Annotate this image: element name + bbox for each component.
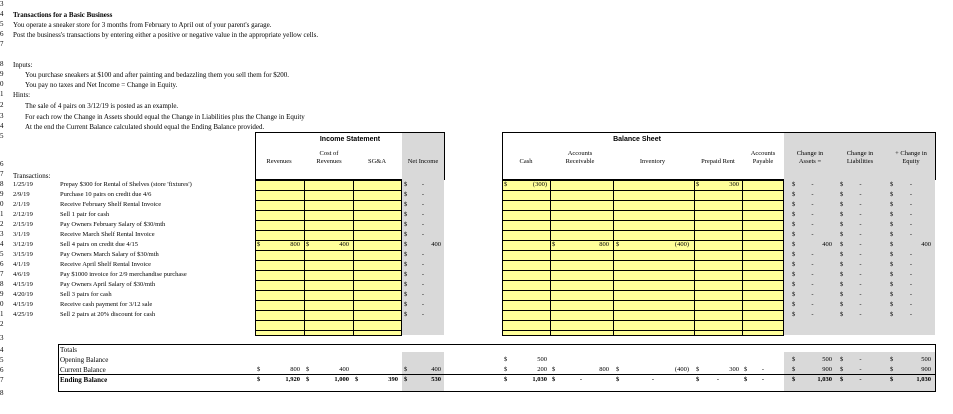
transaction-description: Pay $1000 invoice for 2/9 merchandise purchase — [60, 271, 187, 278]
cell-value-ni: - — [421, 281, 425, 288]
cell-value-cl: - — [859, 311, 862, 318]
row-number: 9 — [0, 190, 4, 198]
row-number: 1 — [0, 310, 4, 318]
ending-ni: 530 — [431, 376, 441, 383]
cell-value-ar: 800 — [599, 241, 609, 248]
cell-value-ce: - — [909, 221, 913, 228]
cell-value-cl: - — [859, 281, 862, 288]
dollar-sign: $ — [890, 241, 894, 248]
dollar-sign: $ — [840, 261, 844, 268]
dollar-sign: $ — [404, 376, 408, 383]
dollar-sign: $ — [792, 376, 796, 383]
col-change-liab-line2: Liabilities — [846, 158, 874, 165]
cell-value-inv: (400) — [674, 241, 689, 248]
row-number: 8 — [0, 280, 4, 288]
cell-value-ce: 400 — [921, 241, 931, 248]
row-number: 7 — [0, 40, 4, 48]
row-number: 8 — [0, 180, 4, 188]
ending-prepaid: - — [716, 376, 720, 383]
cell-value-ce: - — [909, 281, 913, 288]
cell-value-ca: - — [811, 261, 814, 268]
transaction-date: 3/15/19 — [13, 251, 33, 258]
ending-ap: - — [761, 376, 765, 383]
grid-col-line — [694, 180, 695, 336]
dollar-sign: $ — [792, 261, 796, 268]
dollar-sign: $ — [890, 211, 894, 218]
dollar-sign: $ — [840, 366, 844, 373]
col-change-assets-line1: Change in — [796, 150, 824, 157]
transaction-description: Sell 1 pair for cash — [60, 211, 110, 218]
transaction-description: Receive March Shelf Rental Invoice — [60, 231, 155, 238]
totals-label: Totals — [60, 346, 78, 354]
row-number: 8 — [0, 60, 4, 68]
col-sga: SG&A — [367, 158, 387, 165]
sheet-title: Transactions for a Basic Business — [13, 11, 113, 19]
dollar-sign: $ — [504, 376, 508, 383]
dollar-sign: $ — [890, 201, 894, 208]
transaction-date: 4/6/19 — [13, 271, 30, 278]
transaction-description: Pay Owners April Salary of $30/mth — [60, 281, 156, 288]
row-number: 6 — [0, 160, 4, 168]
col-inventory: Inventory — [639, 158, 666, 165]
row-number: 0 — [0, 300, 4, 308]
dollar-sign: $ — [306, 366, 310, 373]
cell-value-ni: - — [421, 201, 425, 208]
dollar-sign: $ — [792, 251, 796, 258]
dollar-sign: $ — [744, 376, 748, 383]
dollar-sign: $ — [840, 281, 844, 288]
dollar-sign: $ — [890, 231, 894, 238]
dollar-sign: $ — [616, 366, 620, 373]
dollar-sign: $ — [792, 221, 796, 228]
intro-line-2: Post the business's transactions by entering either a positive or negative value in the appropriate yellow cells. — [13, 31, 319, 39]
dollar-sign: $ — [890, 281, 894, 288]
row-number: 6 — [0, 260, 4, 268]
cell-value-cl: - — [859, 231, 862, 238]
dollar-sign: $ — [792, 271, 796, 278]
cell-value-ni: - — [421, 291, 425, 298]
row-number: 1 — [0, 210, 4, 218]
cell-value-ce: - — [909, 231, 913, 238]
dollar-sign: $ — [792, 291, 796, 298]
dollar-sign: $ — [890, 311, 894, 318]
cell-value-ca: - — [811, 201, 814, 208]
grid-col-line — [742, 180, 743, 336]
dollar-sign: $ — [840, 301, 844, 308]
col-change-equity-line1: + Change in — [895, 150, 927, 157]
grid-row-line — [255, 230, 402, 231]
dollar-sign: $ — [552, 376, 556, 383]
dollar-sign: $ — [792, 231, 796, 238]
dollar-sign: $ — [696, 366, 700, 373]
cell-value-ni: - — [421, 261, 425, 268]
grid-col-line — [550, 180, 551, 336]
cell-value-ca: - — [811, 271, 814, 278]
col-change-liab-line1: Change in — [846, 150, 874, 157]
cell-value-cl: - — [859, 251, 862, 258]
row-number: 4 — [0, 240, 4, 248]
col-net-income: Net Income — [407, 158, 439, 165]
transaction-date: 4/15/19 — [13, 281, 33, 288]
dollar-sign: $ — [504, 181, 508, 188]
cell-value-ca: - — [811, 181, 814, 188]
ending-ca: 1,030 — [817, 376, 832, 383]
opening-balance-label: Opening Balance — [60, 356, 109, 364]
cell-value-cl: - — [859, 191, 862, 198]
dollar-sign: $ — [792, 241, 796, 248]
dollar-sign: $ — [404, 251, 408, 258]
hint-line-3: At the end the Current Balance calculated should equal the Ending Balance provided. — [25, 123, 265, 131]
grid-row-line — [255, 190, 402, 191]
cell-value-ca: - — [811, 301, 814, 308]
cell-value-ca: - — [811, 281, 814, 288]
ending-balance-label: Ending Balance — [60, 376, 108, 384]
dollar-sign: $ — [840, 201, 844, 208]
grid-row-line — [255, 290, 402, 291]
dollar-sign: $ — [404, 231, 408, 238]
transaction-date: 4/1/19 — [13, 261, 30, 268]
row-number: 2 — [0, 220, 4, 228]
row-number: 4 — [0, 346, 4, 354]
dollar-sign: $ — [890, 261, 894, 268]
dollar-sign: $ — [890, 301, 894, 308]
cell-value-cogs: 400 — [339, 241, 349, 248]
current-cogs: 400 — [339, 366, 349, 373]
dollar-sign: $ — [306, 376, 310, 383]
cell-value-ni: - — [421, 271, 425, 278]
dollar-sign: $ — [257, 241, 261, 248]
row-number: 9 — [0, 70, 4, 78]
dollar-sign: $ — [792, 181, 796, 188]
dollar-sign: $ — [890, 191, 894, 198]
current-ca: 900 — [822, 366, 832, 373]
cell-value-ce: - — [909, 271, 913, 278]
cell-value-cl: - — [859, 261, 862, 268]
dollar-sign: $ — [792, 366, 796, 373]
cell-value-rev: 800 — [290, 241, 300, 248]
dollar-sign: $ — [404, 201, 408, 208]
dollar-sign: $ — [840, 211, 844, 218]
dollar-sign: $ — [840, 356, 844, 363]
dollar-sign: $ — [840, 311, 844, 318]
grid-row-line — [255, 270, 402, 271]
cell-value-ni: - — [421, 181, 425, 188]
cell-value-ce: - — [909, 211, 913, 218]
dollar-sign: $ — [890, 376, 894, 383]
cell-value-cl: - — [859, 241, 862, 248]
dollar-sign: $ — [616, 241, 620, 248]
row-number: 3 — [0, 334, 4, 342]
dollar-sign: $ — [890, 291, 894, 298]
row-number: 3 — [0, 0, 4, 8]
cell-value-ca: - — [811, 291, 814, 298]
dollar-sign: $ — [792, 281, 796, 288]
row-number: 5 — [0, 20, 4, 28]
dollar-sign: $ — [504, 366, 508, 373]
row-number: 7 — [0, 376, 4, 384]
dollar-sign: $ — [840, 376, 844, 383]
row-number: 9 — [0, 290, 4, 298]
row-number: 8 — [0, 389, 4, 397]
row-number: 2 — [0, 101, 4, 109]
cell-value-ca: - — [811, 211, 814, 218]
row-number: 4 — [0, 10, 4, 18]
transaction-date: 2/9/19 — [13, 191, 30, 198]
row-number: 7 — [0, 170, 4, 178]
row-number: 3 — [0, 112, 4, 120]
col-change-equity-line2: Equity — [902, 158, 920, 165]
cell-value-cl: - — [859, 201, 862, 208]
opening-cl: - — [859, 356, 862, 363]
cell-value-ce: - — [909, 261, 913, 268]
input-line-2: You pay no taxes and Net Income = Change in Equity. — [25, 81, 178, 89]
dollar-sign: $ — [840, 241, 844, 248]
dollar-sign: $ — [257, 376, 261, 383]
dollar-sign: $ — [306, 241, 310, 248]
grid-row-line — [255, 210, 402, 211]
dollar-sign: $ — [404, 181, 408, 188]
dollar-sign: $ — [890, 251, 894, 258]
income-statement-input-grid[interactable] — [255, 180, 402, 336]
grid-row-line — [255, 220, 402, 221]
dollar-sign: $ — [792, 311, 796, 318]
col-ap-line2: Payable — [752, 158, 774, 165]
dollar-sign: $ — [792, 201, 796, 208]
row-number: 6 — [0, 366, 4, 374]
cell-value-ce: - — [909, 301, 913, 308]
col-cogs-line2: Revenues — [316, 158, 342, 165]
dollar-sign: $ — [890, 271, 894, 278]
cell-value-ni: - — [421, 221, 425, 228]
cell-value-cl: - — [859, 211, 862, 218]
grid-row-line — [255, 330, 402, 331]
ending-sga: 390 — [388, 376, 398, 383]
cell-value-ni: - — [421, 251, 425, 258]
ending-cogs: 1,000 — [334, 376, 349, 383]
dollar-sign: $ — [840, 251, 844, 258]
ending-cash: 1,030 — [532, 376, 547, 383]
opening-ce: 500 — [921, 356, 931, 363]
row-number: 2 — [0, 320, 4, 328]
col-ar-line2: Receivable — [565, 158, 595, 165]
ending-cl: - — [859, 376, 862, 383]
dollar-sign: $ — [840, 271, 844, 278]
inputs-label: Inputs: — [13, 61, 33, 69]
opening-cash: 500 — [537, 356, 547, 363]
transaction-description: Purchase 10 pairs on credit due 4/6 — [60, 191, 152, 198]
dollar-sign: $ — [404, 301, 408, 308]
cell-value-cl: - — [859, 181, 862, 188]
transaction-date: 4/25/19 — [13, 311, 33, 318]
ending-ce: 1,030 — [916, 376, 931, 383]
dollar-sign: $ — [840, 231, 844, 238]
row-number: 4 — [0, 122, 4, 130]
transaction-description: Pay Owners March Salary of $30/mth — [60, 251, 159, 258]
row-number: 6 — [0, 30, 4, 38]
dollar-sign: $ — [890, 366, 894, 373]
dollar-sign: $ — [890, 221, 894, 228]
current-balance-label: Current Balance — [60, 366, 106, 374]
intro-line-1: You operate a sneaker store for 3 months from February to April out of your parent's garage. — [13, 21, 272, 29]
cell-value-cl: - — [859, 291, 862, 298]
transaction-date: 4/20/19 — [13, 291, 33, 298]
cell-value-ce: - — [909, 191, 913, 198]
cell-value-ni: - — [421, 311, 425, 318]
cell-value-ca: - — [811, 251, 814, 258]
row-number: 1 — [0, 90, 4, 98]
cell-value-cl: - — [859, 221, 862, 228]
transaction-description: Prepay $300 for Rental of Shelves (store 'fixtures') — [60, 181, 192, 188]
grid-row-line — [255, 310, 402, 311]
cell-value-ni: - — [421, 231, 425, 238]
grid-row-line — [255, 300, 402, 301]
row-number: 5 — [0, 132, 4, 140]
cell-value-ce: - — [909, 251, 913, 258]
transaction-date: 2/12/19 — [13, 211, 33, 218]
dollar-sign: $ — [552, 241, 556, 248]
dollar-sign: $ — [792, 191, 796, 198]
hint-line-1: The sale of 4 pairs on 3/12/19 is posted as an example. — [25, 102, 179, 110]
cell-value-ce: - — [909, 291, 913, 298]
transaction-date: 2/1/19 — [13, 201, 30, 208]
dollar-sign: $ — [840, 191, 844, 198]
dollar-sign: $ — [404, 291, 408, 298]
current-rev: 800 — [290, 366, 300, 373]
grid-row-line — [255, 320, 402, 321]
row-number: 5 — [0, 356, 4, 364]
cell-value-ca: - — [811, 231, 814, 238]
transaction-date: 4/15/19 — [13, 301, 33, 308]
dollar-sign: $ — [696, 181, 700, 188]
current-ni: 400 — [431, 366, 441, 373]
grid-row-line — [255, 200, 402, 201]
dollar-sign: $ — [404, 271, 408, 278]
cell-value-ni: 400 — [431, 241, 441, 248]
dollar-sign: $ — [257, 366, 261, 373]
transaction-description: Receive April Shelf Rental Invoice — [60, 261, 151, 268]
dollar-sign: $ — [890, 181, 894, 188]
ending-ar: - — [579, 376, 583, 383]
dollar-sign: $ — [355, 376, 359, 383]
transaction-description: Sell 2 pairs at 20% discount for cash — [60, 311, 156, 318]
transaction-description: Sell 3 pairs for cash — [60, 291, 112, 298]
hint-line-2: For each row the Change in Assets should equal the Change in Liabilities plus the Change in Equity — [25, 113, 305, 121]
cell-value-cl: - — [859, 271, 862, 278]
cell-value-ca: - — [811, 311, 814, 318]
cell-value-ca: - — [811, 221, 814, 228]
col-cash: Cash — [519, 158, 533, 165]
grid-row-line — [255, 280, 402, 281]
balance-sheet-title: Balance Sheet — [613, 136, 661, 143]
row-number: 0 — [0, 200, 4, 208]
cell-value-ce: - — [909, 311, 913, 318]
cell-value-ni: - — [421, 301, 425, 308]
transaction-date: 3/1/19 — [13, 231, 30, 238]
opening-ca: 500 — [822, 356, 832, 363]
grid-col-line — [353, 180, 354, 336]
transaction-description: Sell 4 pairs on credit due 4/15 — [60, 241, 138, 248]
dollar-sign: $ — [404, 281, 408, 288]
dollar-sign: $ — [404, 261, 408, 268]
col-cogs-line1: Cost of — [319, 150, 339, 157]
income-statement-title: Income Statement — [319, 136, 381, 143]
transactions-label: Transactions: — [13, 172, 51, 180]
current-ap: - — [761, 366, 765, 373]
cell-value-ca: 400 — [822, 241, 832, 248]
col-ar-line1: Accounts — [567, 150, 593, 157]
transaction-description: Pay Owners February Salary of $30/mth — [60, 221, 166, 228]
dollar-sign: $ — [890, 356, 894, 363]
grid-row-line — [255, 250, 402, 251]
dollar-sign: $ — [792, 301, 796, 308]
col-change-assets-line2: Assets = — [798, 158, 822, 165]
col-revenues: Revenues — [266, 158, 292, 165]
dollar-sign: $ — [792, 356, 796, 363]
row-number: 7 — [0, 270, 4, 278]
dollar-sign: $ — [404, 211, 408, 218]
ending-rev: 1,920 — [285, 376, 300, 383]
cell-value-ce: - — [909, 181, 913, 188]
transaction-description: Receive cash payment for 3/12 sale — [60, 301, 153, 308]
dollar-sign: $ — [840, 221, 844, 228]
cell-value-prepaid: 300 — [729, 181, 739, 188]
col-prepaid-rent: Prepaid Rent — [701, 158, 735, 165]
row-number: 5 — [0, 250, 4, 258]
dollar-sign: $ — [696, 376, 700, 383]
transaction-date: 1/25/19 — [13, 181, 33, 188]
transaction-date: 2/15/19 — [13, 221, 33, 228]
row-number: 0 — [0, 80, 4, 88]
cell-value-ni: - — [421, 211, 425, 218]
dollar-sign: $ — [744, 366, 748, 373]
dollar-sign: $ — [404, 366, 408, 373]
cell-value-ce: - — [909, 201, 913, 208]
cell-value-cash: (300) — [532, 181, 547, 188]
input-line-1: You purchase sneakers at $100 and after painting and bedazzling them you sell them for $200. — [25, 71, 290, 79]
grid-col-line — [613, 180, 614, 336]
current-cl: - — [859, 366, 862, 373]
current-prepaid: 300 — [729, 366, 739, 373]
row-number: 3 — [0, 230, 4, 238]
dollar-sign: $ — [792, 211, 796, 218]
dollar-sign: $ — [404, 241, 408, 248]
dollar-sign: $ — [504, 356, 508, 363]
current-ending-divider — [58, 374, 936, 375]
cell-value-ni: - — [421, 191, 425, 198]
cell-value-cl: - — [859, 301, 862, 308]
hints-label: Hints: — [13, 91, 31, 99]
cell-value-ca: - — [811, 191, 814, 198]
dollar-sign: $ — [404, 311, 408, 318]
current-ar: 800 — [599, 366, 609, 373]
grid-col-line — [304, 180, 305, 336]
dollar-sign: $ — [552, 366, 556, 373]
current-cash: 200 — [537, 366, 547, 373]
col-ap-line1: Accounts — [750, 150, 776, 157]
dollar-sign: $ — [404, 221, 408, 228]
transaction-date: 3/12/19 — [13, 241, 33, 248]
current-inv: (400) — [674, 366, 689, 373]
dollar-sign: $ — [404, 191, 408, 198]
current-ce: 900 — [921, 366, 931, 373]
dollar-sign: $ — [616, 376, 620, 383]
grid-row-line — [255, 260, 402, 261]
dollar-sign: $ — [840, 291, 844, 298]
ending-inv: - — [651, 376, 655, 383]
transaction-description: Receive February Shelf Rental Invoice — [60, 201, 162, 208]
dollar-sign: $ — [840, 181, 844, 188]
